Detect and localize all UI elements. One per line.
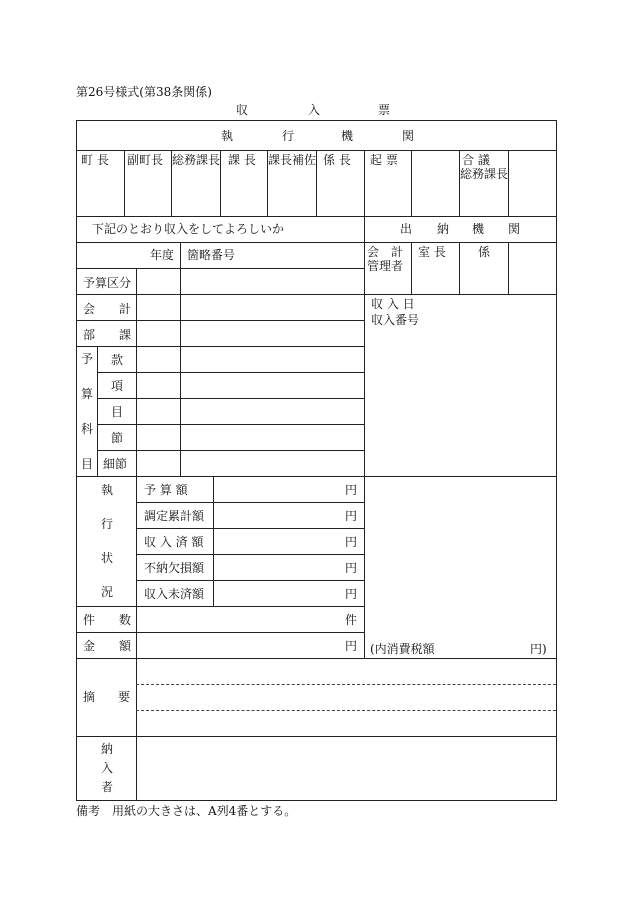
status-budget-amount: 予 算 額: [144, 483, 188, 497]
count-unit: 件: [345, 613, 358, 627]
category-item-setsu: 節: [111, 431, 124, 445]
category-char-1: 予: [80, 352, 93, 366]
fiscal-year-label: 年度: [150, 248, 175, 262]
status-received: 収 入 済 額: [144, 535, 204, 549]
account-label: 会 計: [83, 302, 132, 316]
status-deficit-loss: 不納欠損額: [144, 561, 205, 575]
yen-unit-3: 円: [345, 535, 358, 549]
count-label: 件 数: [83, 613, 132, 627]
stamp-label-mayor: 町 長: [81, 153, 109, 167]
abbrev-number-label: 箇略番号: [187, 248, 236, 262]
approver-staff: 係: [478, 245, 491, 259]
yen-unit-4: 円: [345, 561, 358, 575]
receipt-number-label: 収入番号: [371, 313, 420, 327]
stamp-label-section-chief: 課 長: [228, 153, 256, 167]
acct-title-4: 関: [508, 222, 521, 236]
payer-char-2: 入: [100, 761, 113, 775]
approver-accounting: 会 計: [367, 245, 404, 259]
amount-label: 金 額: [83, 639, 132, 653]
form-number: 第26号様式(第38条関係): [76, 85, 212, 99]
stamp-label-general-affairs: 総務課長: [172, 153, 221, 167]
stamp-label-consultation-sub: 総務課長: [460, 167, 509, 181]
footer-note: 備考 用紙の大きさは、A列4番とする。: [76, 804, 297, 818]
acct-title-2: 納: [437, 222, 450, 236]
approver-office-chief: 室 長: [418, 245, 446, 259]
yen-unit-2: 円: [345, 509, 358, 523]
amount-unit: 円: [345, 639, 358, 653]
approver-manager: 管理者: [367, 259, 404, 273]
stamp-label-drafter: 起 票: [370, 153, 398, 167]
exec-title-1: 執: [221, 129, 234, 143]
tax-note-open: (内消費税額: [370, 642, 435, 656]
doc-title-char-2: 入: [308, 103, 321, 117]
acct-title-3: 機: [472, 222, 485, 236]
status-unreceived: 収入未済額: [144, 587, 205, 601]
budget-division-label: 予算区分: [83, 276, 132, 290]
exec-title-4: 関: [402, 129, 415, 143]
status-char-2: 行: [100, 517, 113, 531]
stamp-label-deputy: 副町長: [127, 153, 164, 167]
status-char-1: 執: [100, 483, 113, 497]
category-item-saisetsu: 細節: [103, 457, 128, 471]
remarks-char-2: 要: [118, 690, 131, 704]
stamp-label-consultation: 合 議: [462, 153, 490, 167]
request-text: 下記のとおり収入をしてよろしいか: [92, 222, 285, 236]
category-char-4: 目: [80, 457, 93, 471]
remarks-char-1: 摘: [83, 690, 96, 704]
tax-note-close: 円): [530, 642, 547, 656]
category-item-kan: 款: [111, 353, 124, 367]
stamp-label-subsection-chief: 係 長: [323, 153, 351, 167]
doc-title-char-3: 票: [378, 103, 391, 117]
payer-char-1: 納: [100, 742, 113, 756]
yen-unit-5: 円: [345, 587, 358, 601]
category-item-kou: 項: [111, 379, 124, 393]
status-assessed-total: 調定累計額: [144, 509, 205, 523]
acct-title-1: 出: [400, 222, 413, 236]
department-label: 部 課: [83, 328, 132, 342]
category-char-2: 算: [80, 387, 93, 401]
status-char-4: 況: [100, 585, 113, 599]
stamp-label-assistant: 課長補佐: [268, 153, 317, 167]
doc-title-char-1: 収: [236, 103, 249, 117]
category-item-moku: 目: [111, 405, 124, 419]
receipt-date-label: 収 入 日: [371, 297, 415, 311]
category-char-3: 科: [80, 422, 93, 436]
payer-char-3: 者: [100, 780, 113, 794]
status-char-3: 状: [100, 551, 113, 565]
exec-title-2: 行: [282, 129, 295, 143]
yen-unit-1: 円: [345, 483, 358, 497]
exec-title-3: 機: [341, 129, 354, 143]
